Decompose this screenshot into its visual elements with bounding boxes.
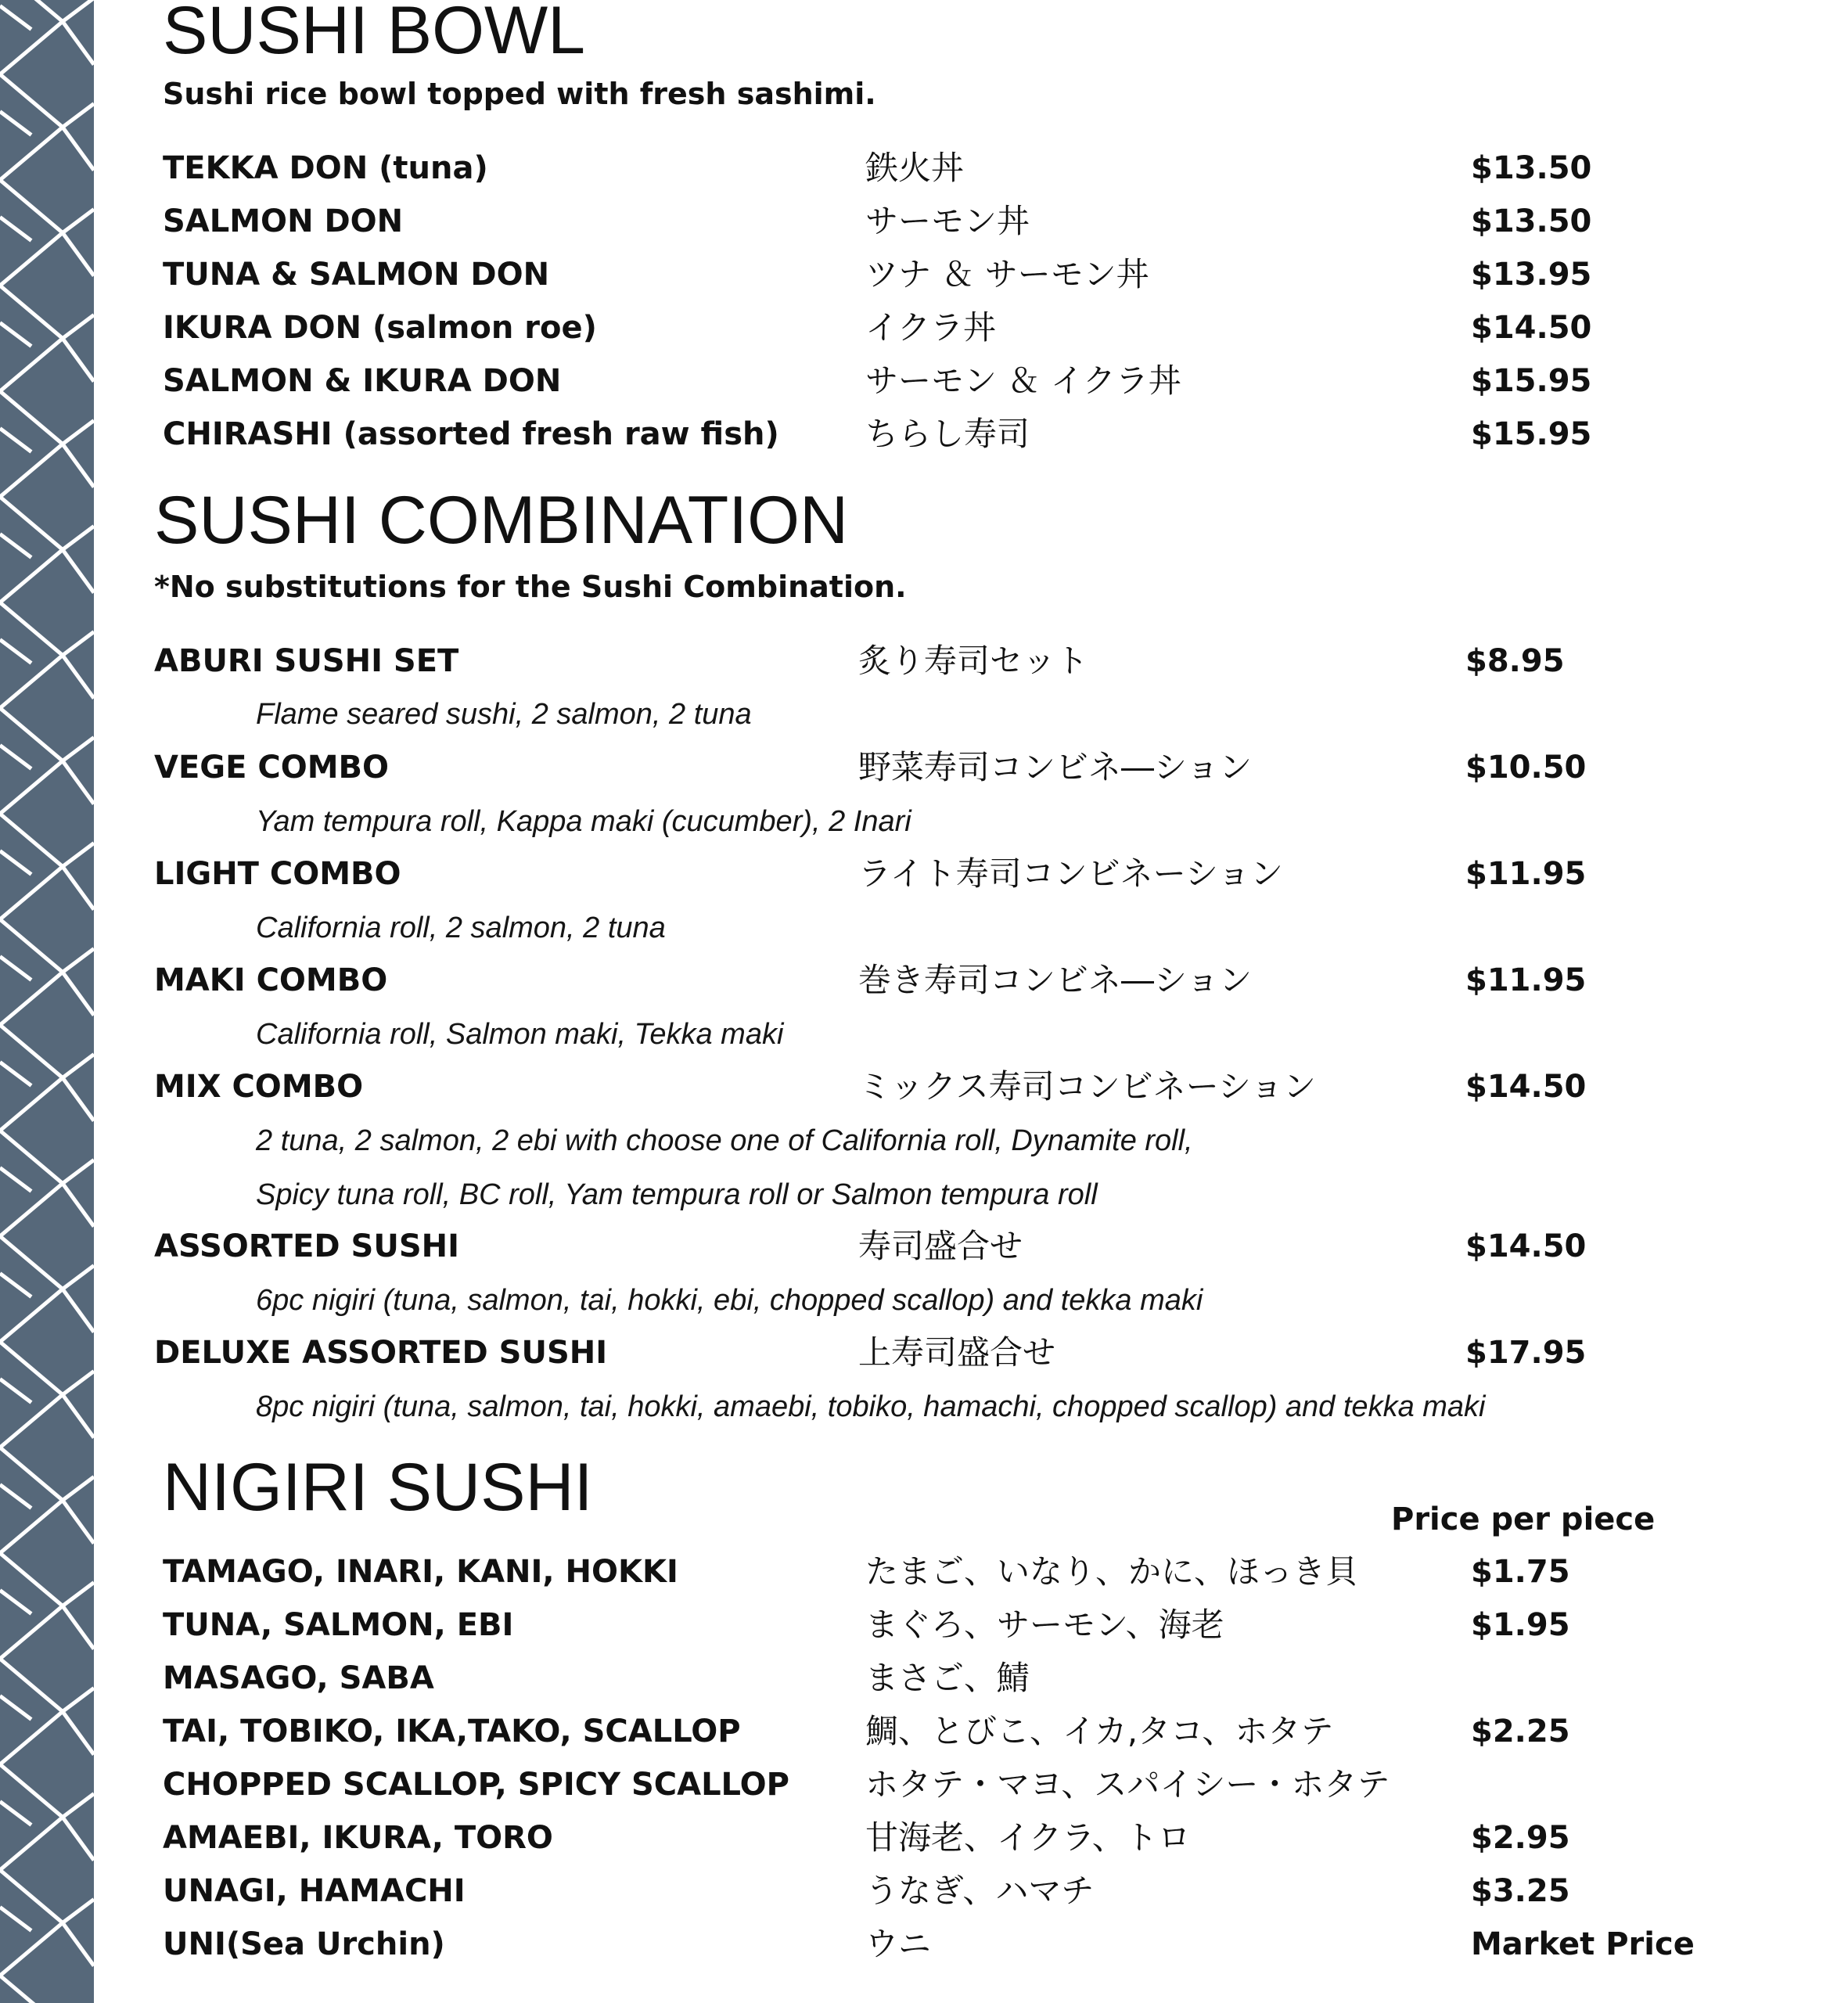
item-name-japanese: ミックス寿司コンビネーション [858, 1067, 1317, 1106]
item-price: $1.75 [1471, 1554, 1570, 1590]
menu-item-row [163, 304, 1848, 351]
item-name-japanese: まさご、鯖 [865, 1659, 1030, 1697]
item-name: TUNA & SALMON DON [163, 257, 550, 293]
item-price: $1.95 [1471, 1607, 1570, 1643]
menu-item-row [163, 198, 1848, 245]
menu-item-row [163, 1761, 1848, 1808]
section-title-sushi-combination: SUSHI COMBINATION [154, 483, 849, 558]
item-name-japanese: 炙り寿司セット [858, 642, 1089, 680]
item-name-japanese: 寿司盛合せ [858, 1227, 1023, 1265]
item-description: 2 tuna, 2 salmon, 2 ebi with choose one of California roll, Dynamite roll, [256, 1124, 1193, 1157]
item-name-japanese: ライト寿司コンビネーション [858, 854, 1284, 893]
menu-item-row [163, 1921, 1848, 1968]
item-description: 6pc nigiri (tuna, salmon, tai, hokki, ebi, chopped scallop) and tekka maki [256, 1284, 1203, 1317]
item-name-japanese: 野菜寿司コンビネ―ション [858, 748, 1253, 786]
item-description: California roll, Salmon maki, Tekka maki [256, 1018, 784, 1051]
menu-item-row [163, 1548, 1848, 1595]
item-name: TUNA, SALMON, EBI [163, 1607, 514, 1643]
item-name-japanese: イクラ丼 [865, 308, 997, 347]
item-name-japanese: ホタテ・マヨ、スパイシー・ホタテ [865, 1765, 1390, 1803]
item-price: $10.50 [1465, 750, 1587, 786]
menu-item-row [163, 1655, 1848, 1702]
item-price: $17.95 [1465, 1335, 1587, 1371]
item-name-japanese: 鉄火丼 [865, 149, 965, 187]
menu-item-row [154, 1063, 1844, 1110]
item-description: Yam tempura roll, Kappa maki (cucumber), 2 Inari [256, 805, 911, 838]
item-price: $13.50 [1471, 150, 1592, 186]
item-name: UNI(Sea Urchin) [163, 1926, 445, 1962]
item-price: $11.95 [1465, 856, 1587, 892]
item-price: Market Price [1471, 1926, 1695, 1962]
item-name: TAMAGO, INARI, KANI, HOKKI [163, 1554, 678, 1590]
section-subtitle-sushi-combination: *No substitutions for the Sushi Combination. [154, 570, 907, 604]
menu-item-row [163, 251, 1848, 298]
menu-item-row [154, 1329, 1844, 1376]
item-name: TAI, TOBIKO, IKA,TAKO, SCALLOP [163, 1714, 741, 1749]
item-price: $2.95 [1471, 1820, 1570, 1856]
item-price: $15.95 [1471, 416, 1592, 452]
item-price: $13.95 [1471, 257, 1592, 293]
item-name: AMAEBI, IKURA, TORO [163, 1820, 553, 1856]
item-name-japanese: ウニ [865, 1925, 932, 1963]
item-price: $13.50 [1471, 203, 1592, 239]
section-subtitle-sushi-bowl: Sushi rice bowl topped with fresh sashimi. [163, 77, 876, 111]
section-title-nigiri-sushi: NIGIRI SUSHI [163, 1450, 593, 1525]
menu-item-row [154, 1223, 1844, 1270]
menu-item-row [163, 411, 1848, 458]
item-name-japanese: うなぎ、ハマチ [865, 1872, 1095, 1910]
item-name-japanese: たまご、いなり、かに、ほっき貝 [865, 1552, 1359, 1591]
item-name-japanese: まぐろ、サーモン、海老 [865, 1606, 1224, 1644]
item-name-japanese: サーモン ＆ イクラ丼 [865, 361, 1181, 400]
menu-item-row [163, 145, 1848, 192]
item-name-japanese: 鯛、とびこ、イカ,タコ、ホタテ [865, 1712, 1334, 1750]
menu-item-row [154, 850, 1844, 897]
item-price: $14.50 [1465, 1228, 1587, 1264]
item-price: $14.50 [1471, 310, 1592, 346]
item-name: TEKKA DON (tuna) [163, 150, 488, 186]
item-name: VEGE COMBO [154, 750, 390, 786]
item-price: $2.25 [1471, 1714, 1570, 1749]
menu-item-row [163, 1708, 1848, 1755]
item-name: SALMON DON [163, 203, 404, 239]
section-title-sushi-bowl: SUSHI BOWL [163, 0, 585, 68]
item-price: $11.95 [1465, 962, 1587, 998]
item-name: DELUXE ASSORTED SUSHI [154, 1335, 608, 1371]
menu-item-row [163, 1602, 1848, 1649]
item-price: $15.95 [1471, 363, 1592, 399]
item-name: IKURA DON (salmon roe) [163, 310, 597, 346]
item-description: 8pc nigiri (tuna, salmon, tai, hokki, amaebi, tobiko, hamachi, chopped scallop) and tekka maki [256, 1390, 1486, 1423]
menu-item-row [154, 957, 1844, 1004]
item-name: ASSORTED SUSHI [154, 1228, 459, 1264]
item-name-japanese: 上寿司盛合せ [858, 1333, 1056, 1372]
item-name-japanese: サーモン丼 [865, 202, 1030, 240]
menu-item-row [163, 1868, 1848, 1915]
item-name-japanese: 巻き寿司コンビネ―ション [858, 961, 1253, 999]
item-name-japanese: 甘海老、イクラ、トロ [865, 1818, 1191, 1857]
item-name-japanese: ツナ ＆ サーモン丼 [865, 255, 1149, 293]
item-name: ABURI SUSHI SET [154, 643, 459, 679]
item-name: LIGHT COMBO [154, 856, 401, 892]
item-description: Flame seared sushi, 2 salmon, 2 tuna [256, 698, 752, 731]
item-name: CHIRASHI (assorted fresh raw fish) [163, 416, 779, 452]
menu-item-row [163, 358, 1848, 405]
item-description: Spicy tuna roll, BC roll, Yam tempura roll or Salmon tempura roll [256, 1178, 1098, 1211]
menu-item-row [154, 638, 1844, 685]
item-price: $8.95 [1465, 643, 1565, 679]
item-price: $14.50 [1465, 1069, 1587, 1105]
item-name-japanese: ちらし寿司 [865, 415, 1030, 453]
item-name: CHOPPED SCALLOP, SPICY SCALLOP [163, 1767, 789, 1803]
item-name: SALMON & IKURA DON [163, 363, 562, 399]
item-name: MIX COMBO [154, 1069, 364, 1105]
item-name: UNAGI, HAMACHI [163, 1873, 466, 1909]
price-per-piece-header: Price per piece [1391, 1501, 1656, 1537]
item-name: MAKI COMBO [154, 962, 388, 998]
item-description: California roll, 2 salmon, 2 tuna [256, 912, 666, 944]
item-price: $3.25 [1471, 1873, 1570, 1909]
item-name: MASAGO, SABA [163, 1660, 434, 1696]
menu-item-row [163, 1814, 1848, 1861]
menu-item-row [154, 744, 1844, 791]
